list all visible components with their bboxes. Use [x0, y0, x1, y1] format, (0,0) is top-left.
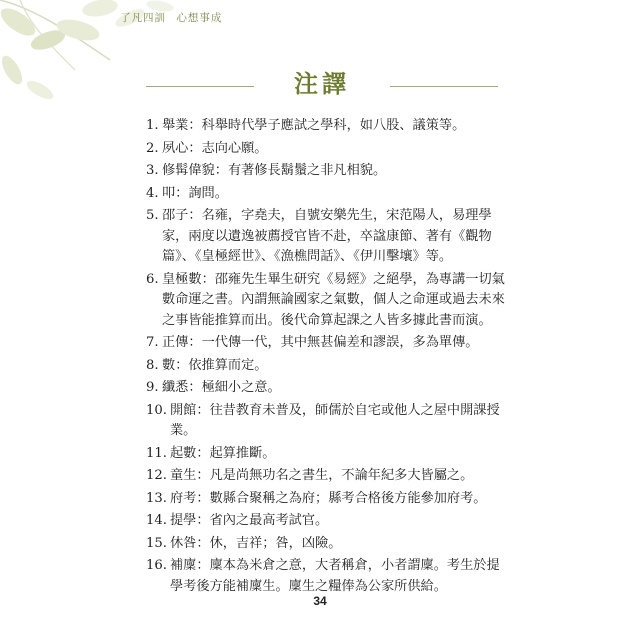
- note-colon: ：: [175, 357, 189, 373]
- note-number: 16.: [146, 558, 167, 573]
- note-term: 正傳: [162, 335, 189, 350]
- note-item: [146, 466, 508, 487]
- note-item: [146, 161, 508, 182]
- note-text: [146, 333, 508, 354]
- note-item: [146, 489, 508, 510]
- note-colon: ：: [214, 163, 228, 178]
- note-definition: 凡是尚無功名之書生，不論年紀多大皆屬之。: [209, 468, 474, 483]
- note-term: 起數: [170, 445, 197, 461]
- note-text: [146, 356, 508, 377]
- note-text: [146, 444, 508, 465]
- note-item: [146, 511, 508, 532]
- note-colon: ：: [196, 445, 210, 461]
- notes-list: [146, 116, 508, 599]
- running-header: [120, 10, 222, 25]
- note-number: 4.: [146, 185, 159, 201]
- note-number: 9.: [146, 380, 159, 395]
- note-text: [146, 511, 508, 532]
- note-term: 舉業: [162, 118, 189, 133]
- note-term: 夙心: [162, 140, 189, 156]
- note-definition: 科舉時代學子應試之學科，如八股、議策等。: [201, 118, 466, 133]
- note-definition: 起算推斷。: [209, 445, 276, 461]
- note-number: 11.: [146, 445, 167, 461]
- note-number: 2.: [146, 140, 159, 156]
- note-number: 6.: [146, 271, 159, 287]
- note-number: 14.: [146, 513, 167, 528]
- note-item: [146, 116, 508, 137]
- note-number: 5.: [146, 208, 159, 223]
- note-number: 3.: [146, 163, 159, 178]
- note-text: [146, 466, 508, 487]
- note-item: [146, 444, 508, 465]
- note-colon: ：: [196, 558, 210, 573]
- note-colon: ：: [188, 208, 202, 223]
- header-book-title: 了凡四訓: [120, 12, 166, 24]
- note-colon: ：: [201, 271, 215, 287]
- note-item: [146, 534, 508, 555]
- note-number: 13.: [146, 490, 167, 506]
- note-definition: 省內之最高考試官。: [209, 513, 329, 528]
- note-term: 修髯偉貌: [162, 163, 215, 178]
- section-rule-left: [146, 86, 254, 87]
- note-text: [146, 161, 508, 182]
- note-term: 數: [162, 357, 176, 373]
- header-subtitle: 心想事成: [176, 12, 223, 24]
- section-header: [146, 64, 498, 104]
- note-definition: 往昔教育未普及，師儒於自宅或他人之屋中開課授業。: [170, 402, 500, 438]
- note-text: [146, 116, 508, 137]
- note-number: 12.: [146, 468, 167, 483]
- note-term: 開館: [170, 402, 197, 418]
- note-item: [146, 556, 508, 597]
- note-number: 15.: [146, 535, 167, 551]
- note-number: 7.: [146, 335, 159, 350]
- note-colon: ：: [188, 335, 202, 350]
- note-colon: ：: [175, 185, 189, 201]
- note-definition: 志向心願。: [201, 140, 268, 156]
- note-item: [146, 401, 508, 442]
- note-colon: ：: [188, 140, 202, 156]
- note-text: [146, 139, 508, 160]
- note-definition: 有著修長鬍鬚之非凡相貌。: [227, 163, 387, 178]
- note-definition: 名雍，字堯夫，自號安樂先生，宋范陽人，易理學家，兩度以遺逸被薦授官皆不赴，卒諡康節、著有《觀物篇》、《皇極經世》、《漁樵問話》、《伊川擊壤》等。: [162, 208, 492, 264]
- note-text: [146, 401, 508, 442]
- note-item: [146, 378, 508, 399]
- note-item: [146, 270, 508, 332]
- note-term: 皇極數: [162, 271, 202, 287]
- note-colon: ：: [196, 490, 210, 506]
- note-text: [146, 489, 508, 510]
- section-rule-right: [390, 86, 498, 87]
- note-term: 休咎: [170, 535, 197, 551]
- note-definition: 休，吉祥；咎，凶險。: [209, 535, 342, 551]
- note-definition: 數縣合聚稱之為府；縣考合格後方能參加府考。: [209, 490, 487, 506]
- header-separator: [169, 12, 173, 24]
- note-definition: 一代傳一代，其中無甚偏差和謬誤，多為單傳。: [201, 335, 479, 350]
- note-item: [146, 184, 508, 205]
- note-term: 叩: [162, 185, 176, 201]
- note-text: [146, 184, 508, 205]
- page-number: 34: [313, 594, 327, 608]
- note-definition: 廩本為米倉之意，大者稱倉，小者謂廩。考生於提學考後方能補廩生。廩生之糧俸為公家所供給。: [170, 558, 500, 594]
- note-term: 提學: [170, 513, 197, 528]
- note-item: [146, 206, 508, 268]
- note-term: 童生: [170, 468, 197, 483]
- note-definition: 依推算而定。: [188, 357, 268, 373]
- note-term: 府考: [170, 490, 197, 506]
- note-text: [146, 270, 508, 332]
- note-text: [146, 206, 508, 268]
- note-term: 纖悉: [162, 380, 189, 395]
- note-number: 1.: [146, 118, 159, 133]
- note-definition: 極細小之意。: [201, 380, 281, 395]
- note-colon: ：: [196, 402, 210, 418]
- note-definition: 邵雍先生畢生研究《易經》之絕學，為專講一切氣數命運之書。內謂無論國家之氣數，個人之命運或過去未來之事皆能推算而出。後代命算起課之人皆多據此書而演。: [162, 271, 505, 328]
- note-number: 10.: [146, 402, 167, 418]
- section-title: 注譯: [294, 69, 350, 98]
- note-text: [146, 534, 508, 555]
- note-colon: ：: [196, 468, 210, 483]
- note-text: [146, 556, 508, 597]
- note-item: [146, 139, 508, 160]
- note-colon: ：: [196, 513, 210, 528]
- note-colon: ：: [188, 380, 202, 395]
- note-text: [146, 378, 508, 399]
- note-term: 邵子: [162, 208, 189, 223]
- note-definition: 詢問。: [188, 185, 228, 201]
- note-item: [146, 333, 508, 354]
- note-item: [146, 356, 508, 377]
- note-colon: ：: [196, 535, 210, 551]
- note-term: 補廩: [170, 558, 197, 573]
- note-colon: ：: [188, 118, 202, 133]
- note-number: 8.: [146, 357, 159, 373]
